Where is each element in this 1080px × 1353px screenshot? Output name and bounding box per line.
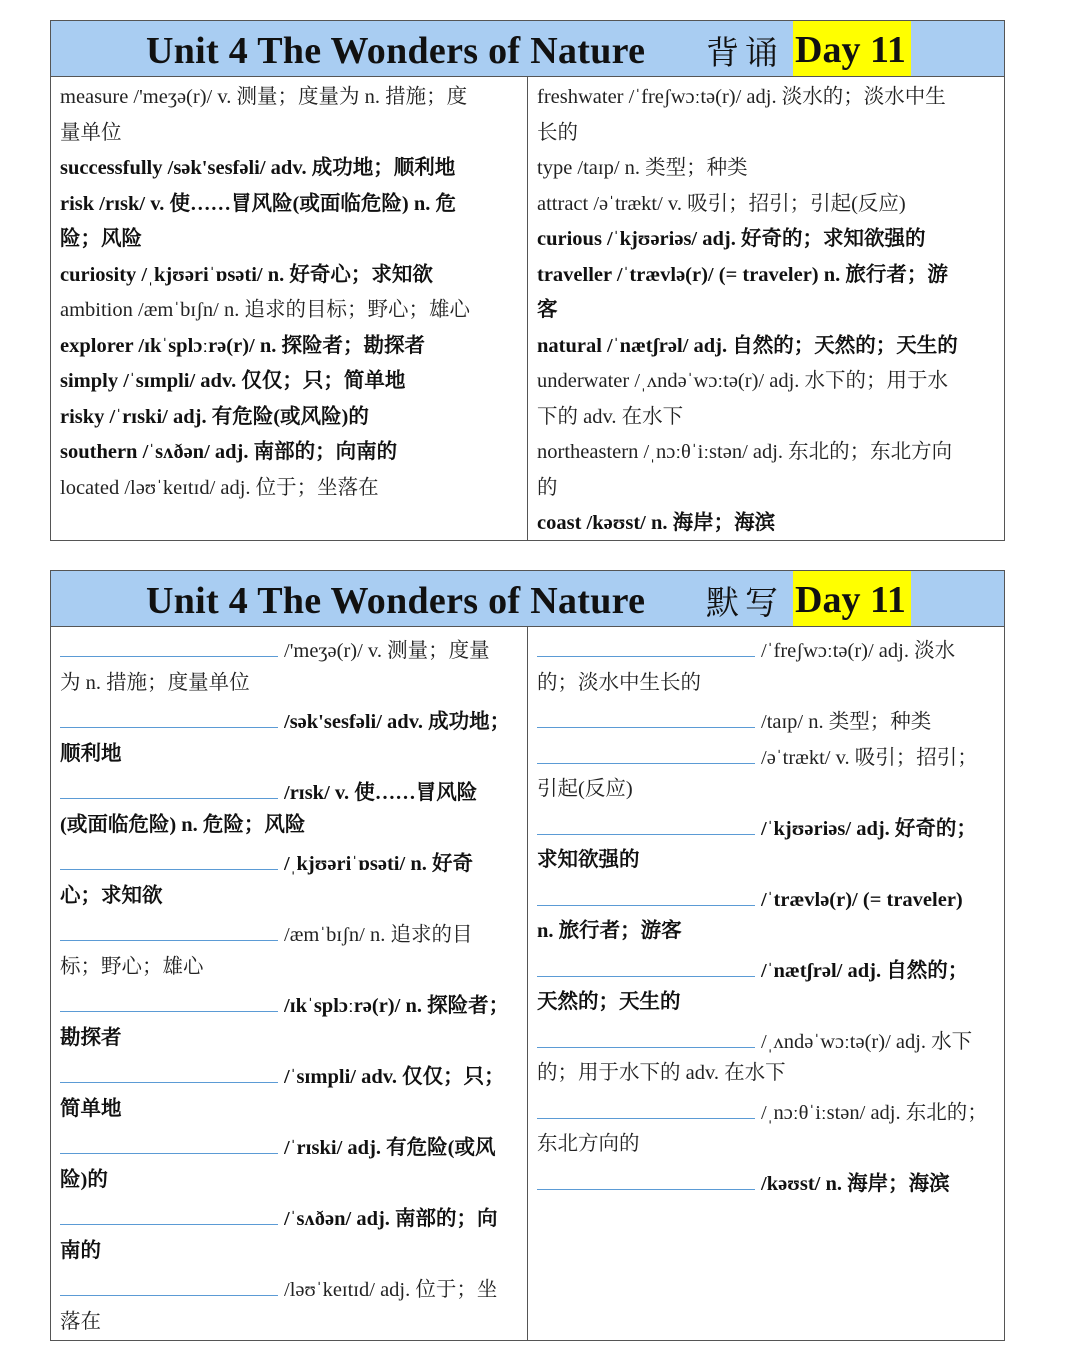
dictation-row [60,772,519,808]
definition-text: 的；用于水下的 adv. 在水下 [537,1062,786,1084]
dictation-row [60,985,519,1021]
definition-text: /æmˈbɪʃn/ n. 追求的目 [284,924,473,946]
dictation-continuation [537,666,996,702]
answer-blank[interactable] [537,1092,755,1119]
recite-right-column [528,77,1004,540]
definition-text: /kəʊst/ n. 海岸；海滨 [761,1172,950,1195]
definition-text: /ˈsʌðən/ adj. 南部的；向 [284,1208,498,1230]
dictation-row [537,630,996,666]
definition-text: /ˌnɔːθˈiːstən/ adj. 东北的； [761,1101,988,1124]
definition-text: 心；求知欲 [60,884,163,907]
definition-text: /ˌkjʊəriˈɒsəti/ n. 好奇 [284,853,473,875]
definition-text: 勘探者 [60,1026,122,1049]
dictation-row [60,701,519,737]
answer-blank[interactable] [60,914,278,941]
dictation-row [60,843,519,879]
answer-blank[interactable] [537,1163,755,1190]
answer-blank[interactable] [537,737,755,764]
dictation-row [537,950,996,986]
dictation-row [60,914,519,950]
vocab-line: 长的 [537,121,578,144]
definition-text: 落在 [60,1310,101,1333]
definition-text: /ˈkjʊəriəs/ adj. 好奇的； [761,817,977,840]
dictation-mode-label: 默写 [706,583,784,622]
definition-text: /ˈsɪmpli/ adv. 仅仅；只； [284,1066,505,1088]
answer-blank[interactable] [537,950,755,977]
definition-text: 南的 [60,1239,101,1262]
answer-blank[interactable] [537,808,755,835]
dictation-continuation [60,1021,519,1057]
vocab-line: ambition /æmˈbɪʃn/ n. 追求的目标；野心；雄心 [60,299,470,321]
definition-text: /rɪsk/ v. 使……冒风险 [284,782,478,804]
definition-text: (或面临危险) n. 危险；风险 [60,813,306,836]
definition-text: /ˈtrævlə(r)/ (= traveler) [761,888,963,911]
dictation-left-column [51,627,528,1340]
vocab-line: freshwater /ˈfreʃwɔːtə(r)/ adj. 淡水的；淡水中生 [537,86,946,108]
answer-blank[interactable] [60,843,278,870]
definition-text: /sək'sesfəli/ adv. 成功地； [284,711,511,733]
vocab-line: 的 [537,476,558,499]
dictation-continuation [60,1163,519,1199]
vocab-line: 险；风险 [60,228,142,250]
dictation-continuation [537,843,996,879]
dictation-continuation [60,1234,519,1270]
vocab-line: successfully /sək'sesfəli/ adv. 成功地；顺利地 [60,157,456,179]
dictation-row [537,1092,996,1128]
definition-text: /əˈtrækt/ v. 吸引；招引； [761,746,978,769]
vocab-line: coast /kəʊst/ n. 海岸；海滨 [537,512,776,534]
definition-text: 天然的；天生的 [537,991,681,1013]
dictation-continuation [537,1056,996,1092]
dictation-continuation [60,1305,519,1341]
dictation-continuation [60,950,519,986]
vocab-line: traveller /ˈtrævlə(r)/ (= traveler) n. 旅行者；游 [537,263,948,286]
vocab-line: 下的 adv. 在水下 [537,405,684,428]
vocab-line: 量单位 [60,121,122,144]
vocab-line: curiosity /ˌkjʊəriˈɒsəti/ n. 好奇心；求知欲 [60,263,433,286]
definition-text: 引起(反应) [537,778,633,800]
dictation-continuation [537,772,996,808]
dictation-row [537,1021,996,1057]
definition-text: 险)的 [60,1168,108,1191]
dictation-right-column [528,627,1004,1340]
dictation-day-label: Day 11 [795,579,906,621]
answer-blank[interactable] [60,701,278,728]
answer-blank[interactable] [537,701,755,728]
definition-text: 的；淡水中生长的 [537,671,701,694]
definition-text: /ˌʌndəˈwɔːtə(r)/ adj. 水下 [761,1030,973,1053]
dictation-continuation [60,737,519,773]
recite-header [51,21,1004,77]
recite-left-column [51,77,528,540]
answer-blank[interactable] [60,1127,278,1154]
dictation-row [60,1269,519,1305]
definition-text: /'meʒə(r)/ v. 测量；度量 [284,640,490,662]
vocab-line: explorer /ɪkˈsplɔːrə(r)/ n. 探险者；勘探者 [60,334,425,357]
dictation-row [537,701,996,737]
dictation-title: Unit 4 The Wonders of Nature [146,580,646,622]
vocab-line: risk /rɪsk/ v. 使……冒风险(或面临危险) n. 危 [60,192,456,215]
vocab-line: attract /əˈtrækt/ v. 吸引；招引；引起(反应) [537,192,906,215]
dictation-continuation [60,666,519,702]
definition-text: 东北方向的 [537,1133,640,1155]
dictation-row [60,1056,519,1092]
definition-text: 为 n. 措施；度量单位 [60,671,250,694]
recite-day-badge [793,21,911,76]
answer-blank[interactable] [60,1198,278,1225]
definition-text: 简单地 [60,1097,122,1120]
definition-text: /ɪkˈsplɔːrə(r)/ n. 探险者； [284,995,510,1017]
recite-title: Unit 4 The Wonders of Nature [146,30,646,72]
dictation-row [537,1163,996,1199]
dictation-header [51,571,1004,627]
definition-text: /ˈnætʃrəl/ adj. 自然的； [761,959,969,982]
vocab-line: measure /'meʒə(r)/ v. 测量；度量为 n. 措施；度 [60,86,468,108]
answer-blank[interactable] [60,1056,278,1083]
answer-blank[interactable] [537,1021,755,1048]
vocab-line: risky /ˈrɪski/ adj. 有危险(或风险)的 [60,405,369,428]
answer-blank[interactable] [60,772,278,799]
dictation-day-badge [793,571,911,626]
dictation-card [50,570,1005,1341]
dictation-row [537,737,996,773]
vocab-line: underwater /ˌʌndəˈwɔːtə(r)/ adj. 水下的；用于水 [537,370,949,392]
dictation-continuation [60,808,519,844]
vocab-line: curious /ˈkjʊəriəs/ adj. 好奇的；求知欲强的 [537,228,926,250]
recite-body [51,77,1004,540]
definition-text: 标；野心；雄心 [60,955,204,978]
vocab-line: 客 [537,299,558,321]
dictation-body [51,627,1004,1340]
dictation-row [60,1198,519,1234]
recite-day-label: Day 11 [795,29,906,71]
answer-blank[interactable] [60,630,278,657]
definition-text: 求知欲强的 [537,849,640,871]
dictation-continuation [537,985,996,1021]
dictation-continuation [60,1092,519,1128]
dictation-row [60,630,519,666]
vocab-line: northeastern /ˌnɔːθˈiːstən/ adj. 东北的；东北方向 [537,441,953,463]
dictation-continuation [60,879,519,915]
vocab-line: natural /ˈnætʃrəl/ adj. 自然的；天然的；天生的 [537,334,958,357]
vocab-line: simply /ˈsɪmpli/ adv. 仅仅；只；简单地 [60,370,406,392]
definition-text: n. 旅行者；游客 [537,920,682,942]
answer-blank[interactable] [537,879,755,906]
dictation-continuation [537,1127,996,1163]
answer-blank[interactable] [60,985,278,1012]
answer-blank[interactable] [537,630,755,657]
definition-text: 顺利地 [60,742,122,765]
recite-card [50,20,1005,541]
dictation-row [537,808,996,844]
vocab-line: type /taɪp/ n. 类型；种类 [537,157,748,179]
answer-blank[interactable] [60,1269,278,1296]
vocab-line: located /ləʊˈkeɪtɪd/ adj. 位于；坐落在 [60,476,379,499]
definition-text: /ˈfreʃwɔːtə(r)/ adj. 淡水 [761,640,956,662]
dictation-continuation [537,914,996,950]
dictation-row [537,879,996,915]
dictation-row [60,1127,519,1163]
definition-text: /ləʊˈkeɪtɪd/ adj. 位于；坐 [284,1279,498,1301]
vocab-line: southern /ˈsʌðən/ adj. 南部的；向南的 [60,441,398,463]
definition-text: /ˈrɪski/ adj. 有危险(或风 [284,1137,496,1159]
definition-text: /taɪp/ n. 类型；种类 [761,711,932,733]
recite-mode-label: 背诵 [706,33,784,72]
